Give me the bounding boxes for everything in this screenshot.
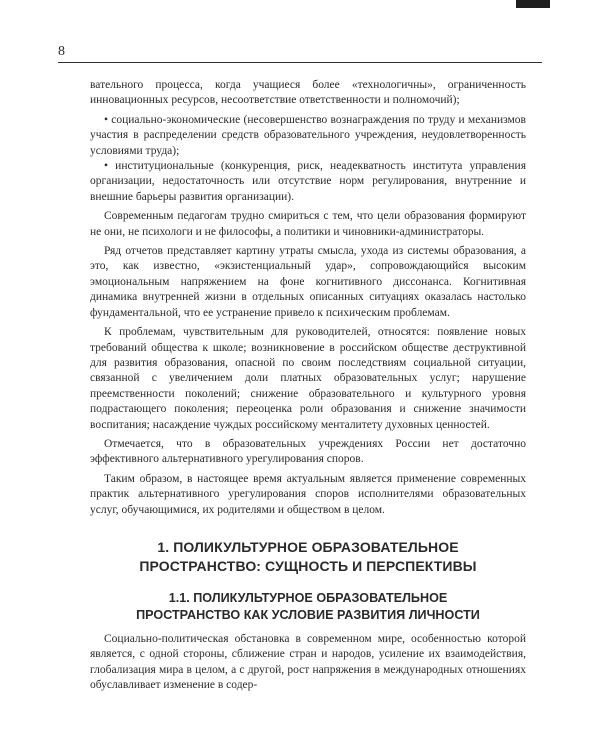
section-heading [90, 590, 526, 624]
paragraph: Таким образом, в настоящее время актуальным является применение современных практик альтернативного урегулирования споров исполнителями образовательных услуг, обучающимися, их родителями и обществом в целом. [90, 472, 526, 516]
page-header [58, 44, 542, 63]
chapter-heading-line: ПРОСТРАНСТВО: СУЩНОСТЬ И ПЕРСПЕКТИВЫ [139, 557, 477, 574]
chapter-heading-line: 1. ПОЛИКУЛЬТУРНОЕ ОБРАЗОВАТЕЛЬНОЕ [157, 538, 459, 555]
paragraph: Ряд отчетов представляет картину утраты смысла, ухода из системы образования, а это, как известно, «экзистенциальный удар», сопровождающийся высоким эмоциональным напряжением на фоне когнитивного диссонанса. Когнитивная динамика внутренней жизни в отдельных описанных ситуациях оказалась настолько фундаментальной, что ее устранение привело к психическим проблемам. [90, 245, 526, 319]
paragraph: Социально-политическая обстановка в современном мире, особенностью которой является, с одной стороны, сближение стран и народов, усиление их взаимодействия, глобализация мира в целом, а с другой, рост напряжения в международных отношениях обуславливает изменение в содер- [90, 632, 526, 692]
bullet-item-institutional: • институциональные (конкуренция, риск, неадекватность института управления организации, недостаточность или отсутствие норм регулирования, внутренние и внешние барьеры развития организации). [90, 160, 526, 203]
page-body [90, 78, 526, 698]
section-heading-line: 1.1. ПОЛИКУЛЬТУРНОЕ ОБРАЗОВАТЕЛЬНОЕ [168, 590, 448, 605]
section-heading-line: ПРОСТРАНСТВО КАК УСЛОВИЕ РАЗВИТИЯ ЛИЧНОСТИ [136, 607, 480, 622]
page-number: 8 [58, 44, 65, 59]
bullet-item-socioeconomic: • социально-экономические (несовершенство вознаграждения по труду и механизмов участия в распределении средств образовательного учреждения, неудовлетворенность условиями труда); [90, 113, 526, 157]
paragraph: Современным педагогам трудно смириться с тем, что цели образования формируют не они, не психологи и не философы, а политики и чиновники-администраторы. [90, 210, 526, 238]
corner-tab-mark [516, 0, 550, 8]
paragraph: К проблемам, чувствительным для руководителей, относятся: появление новых требований общества к школе; возникновение в российском обществе деструктивной для развития образования, опасной по своим последствиям социальной ситуации, связанной с увеличением доли платных образовательных услуг; нарушение преемственности поколений; снижение образовательного и культурного уровня подрастающего поколения; переоценка роли образования и снижение значимости воспитания; насаждение чуждых российскому менталитету духовных ценностей. [90, 326, 526, 431]
chapter-heading [90, 538, 526, 576]
paragraph-continued: вательного процесса, когда учащиеся более «технологичны», ограниченность инновационных ресурсов, несоответствие ответственности и полномочий); [90, 79, 526, 107]
paragraph: Отмечается, что в образовательных учреждениях России нет достаточно эффективного альтернативного урегулирования споров. [90, 437, 526, 466]
